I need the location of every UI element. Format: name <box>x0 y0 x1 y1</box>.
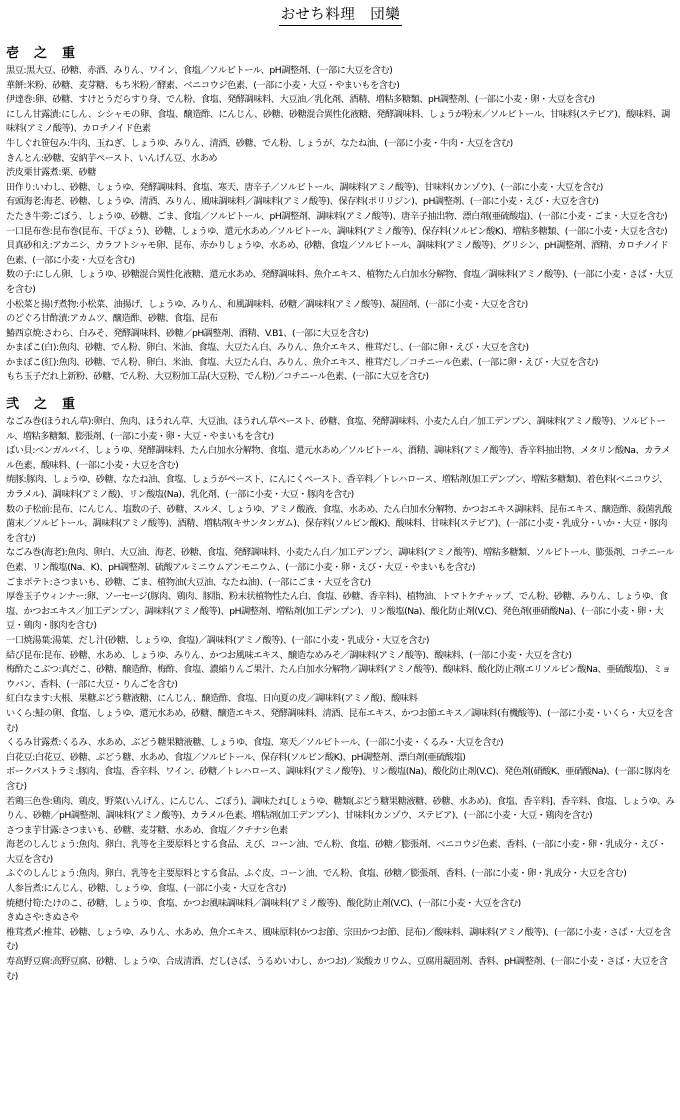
ingredient-item: 華餅:米粉、砂糖、麦芽糖、もち米粉／酵素、ベニコウジ色素、(一部に小麦・大豆・やまいもを含む) <box>6 79 400 91</box>
ingredient-item: なごみ巻(ほうれん草):卵白、魚肉、ほうれん草、大豆油、ほうれん草ペースト、砂糖、食塩、発酵調味料、小麦たん白／加工デンプン、調味料(アミノ酸等)、ソルビトール、増粘多糖類、膨張剤、(一部に小麦・卵・大豆・やまいもを含む) <box>6 416 666 442</box>
ingredient-item: 伊達巻:卵、砂糖、すけとうだらすり身、でん粉、食塩、発酵調味料、大豆油／乳化剤、酒精、増粘多糖類、pH調整剤、(一部に小麦・卵・大豆を含む) <box>6 94 595 106</box>
ingredient-item: 椎茸煮〆:椎茸、砂糖、しょうゆ、みりん、水あめ、魚介エキス、風味原料(かつお節、宗田かつお節、昆布)／酸味料、調味料(アミノ酸等)、(一部に小麦・さば・大豆を含む) <box>6 926 671 953</box>
ingredient-item: にしん甘露漬:にしん、シシャモの卵、食塩、醸造酢、にんじん、砂糖、砂糖混合異性化液糖、発酵調味料、しょうが粉末／ソルビトール、甘味料(ステビア)、酸味料、調味料(アミノ酸等)、カロチノイド色素 <box>6 108 670 135</box>
ingredient-item: 一口焼湯葉:湯葉、だし汁(砂糖、しょうゆ、食塩)／調味料(アミノ酸等)、(一部に小麦・乳成分・大豆を含む) <box>6 634 430 646</box>
ingredient-item: ごまポテト:さつまいも、砂糖、ごま、植物油(大豆油、なたね油)、(一部にごま・大豆を含む) <box>6 576 371 588</box>
ingredient-item: きんとん:砂糖、安納芋ペースト、いんげん豆、水あめ <box>6 152 218 164</box>
ingredient-item: なごみ巻(海老):魚肉、卵白、大豆油、海老、砂糖、食塩、発酵調味料、小麦たん白／加工デンプン、調味料(アミノ酸等)、増粘多糖類、ソルビトール、膨張剤、コチニール色素、リン酸塩(Na、K)、pH調整剤、硫酸アルミニウムアンモニウム、(一部に小麦・卵・えび・大豆・やまいもを含む) <box>6 547 674 573</box>
ingredient-item: 人参旨煮:にんじん、砂糖、しょうゆ、食塩、(一部に小麦・大豆を含む) <box>6 883 286 895</box>
ingredient-item: ボークパストラミ:豚肉、食塩、香辛料、ワイン、砂糖／トレハロース、調味料(アミノ酸等)、リン酸塩(Na)、酸化防止剤(V.C)、発色剤(硝酸K、亜硝酸Na)、(一部に豚肉を含む) <box>6 766 671 792</box>
ingredient-item: 渋皮栗甘露煮:栗、砂糖 <box>6 167 97 179</box>
section-2 <box>6 397 675 984</box>
ingredient-item: 梅酢たこぶつ:真だこ、砂糖、醸造酢、梅酢、食塩、濃縮りんご果汁、たん白加水分解物／調味料(アミノ酸等)、酸味料、酸化防止剤(エリソルビン酸Na、亜硫酸塩)、ミョウバン、香料、(一部に大豆・りんごを含む) <box>6 664 671 690</box>
page-title <box>6 6 675 26</box>
ingredient-item: たたき牛蒡:ごぼう、しょうゆ、砂糖、ごま、食塩／ソルビトール、pH調整剤、調味料(アミノ酸等)、唐辛子抽出物、漂白剤(亜硫酸塩)、(一部に小麦・ごま・大豆を含む) <box>6 210 668 222</box>
ingredient-item: きぬさや:きぬさや <box>6 912 79 924</box>
ingredient-item: 貝真砂和え:アカニシ、カラフトシャモ卵、昆布、赤かりしょうゆ、水あめ、砂糖、食塩／ソルビトール、調味料(アミノ酸等)、グリシン、pH調整剤、酒精、カロチノイド色素、(一部に小麦・大豆を含む) <box>6 240 669 266</box>
ingredient-item: もち玉子だれ上新粉、砂糖、でん粉、大豆粉加工品(大豆粉、でん粉)／コチニール色素、(一部に大豆を含む) <box>6 371 429 383</box>
ingredient-item: 寿高野豆腐:高野豆腐、砂糖、しょうゆ、合成清酒、だし(さば、うるめいわし、かつお)／炭酸カリウム、豆腐用凝固剤、香料、pH調整剤、(一部に小麦・さば・大豆を含む) <box>6 956 668 982</box>
ingredient-item: かまぼこ(白):魚肉、砂糖、でん粉、卵白、米油、食塩、大豆たん白、みりん、魚介エキス、椎茸だし、(一部に卵・えび・大豆を含む) <box>6 342 529 354</box>
ingredient-item: 数の子松前:昆布、にんじん、塩数の子、砂糖、スルメ、しょうゆ、アミノ酸液、食塩、水あめ、たん白加水分解物、かつおエキス調味料、昆布エキス、醸造酢、殺菌乳酸菌末／ソルビトール、調味料(アミノ酸等)、酒精、増粘剤(キサンタンガム)、保存料(ソルビン酸K)、酸味料、甘味料(ステビア)、(一部に小麦・乳成分・いか・大豆・豚肉を含む) <box>6 503 672 544</box>
ingredient-item: くるみ甘露煮:くるみ、水あめ、ぶどう糖果糖液糖、しょうゆ、食塩、寒天／ソルビトール、(一部に小麦・くるみ・大豆を含む) <box>6 737 504 749</box>
ingredient-item: 黒豆:黒大豆、砂糖、赤酒、みりん、ワイン、食塩／ソルビトール、pH調整剤、(一部に大豆を含む) <box>6 65 393 76</box>
sections-container <box>6 46 675 984</box>
section-heading: 壱 之 重 <box>6 46 77 61</box>
ingredient-item: 焼豚:豚肉、しょうゆ、砂糖、なたね油、食塩、しょうがペースト、にんにくペースト、香辛料／トレハロース、増粘剤(加工デンプン、増粘多糖類)、着色料(ベニコウジ、カラメル)、調味料(アミノ酸)、リン酸塩(Na)、乳化剤、(一部に小麦・大豆・豚肉を含む) <box>6 474 668 501</box>
ingredient-item: さつま芋甘露:さつまいも、砂糖、麦芽糖、水あめ、食塩／クチナシ色素 <box>6 824 288 836</box>
ingredient-item: 小松菜と揚げ煮物:小松菜、油揚げ、しょうゆ、みりん、和風調味料、砂糖／調味料(アミノ酸等)、凝固剤、(一部に小麦・大豆を含む) <box>6 298 528 310</box>
ingredient-item: 紅白なます:大根、果糖ぶどう糖液糖、にんじん、醸造酢、食塩、日向夏の皮／調味料(アミノ酸)、酸味料 <box>6 693 418 705</box>
ingredient-item: ふぐのしんじょう:魚肉、卵白、乳等を主要原料とする食品、ふぐ皮、コーン油、でん粉、食塩、砂糖／膨張剤、香料、(一部に小麦・卵・乳成分・大豆を含む) <box>6 868 627 880</box>
ingredient-item: 鰆西京焼:さわら、白みそ、発酵調味料、砂糖／pH調整剤、酒精、V.B1、(一部に大豆を含む) <box>6 327 369 339</box>
ingredient-item: 有頭海老:海老、砂糖、しょうゆ、清酒、みりん、風味調味料／調味料(アミノ酸等)、保存料(ポリリジン)、pH調整剤、(一部に小麦・えび・大豆を含む) <box>6 196 599 208</box>
section-1 <box>6 46 675 385</box>
ingredient-item: 厚巻玉子ウィンナー:卵、ソーセージ(豚肉、鶏肉、豚脂、粉末状植物性たん白、食塩、砂糖、香辛料)、植物油、トマトケチャップ、でん粉、砂糖、みりん、しょうゆ、食塩、かつおエキス／加工デンプン、調味料(アミノ酸等)、pH調整剤、増粘剤(加工デンプン)、リン酸塩(Na)、酸化防止剤(V.C)、発色剤(亜硝酸Na)、(一部に小麦・卵・大豆・鶏肉・豚肉を含む) <box>6 591 668 632</box>
ingredient-item: 結び昆布:昆布、砂糖、水あめ、しょうゆ、みりん、かつお風味エキス、醸造なめみそ／調味料(アミノ酸等)、酸味料、(一部に小麦・大豆を含む) <box>6 649 572 661</box>
ingredient-item: 海老のしんじょう:魚肉、卵白、乳等を主要原料とする食品、えび、コーン油、でん粉、食塩、砂糖／膨張剤、ベニコウジ色素、香料、(一部に小麦・卵・乳成分・えび・大豆を含む) <box>6 839 667 865</box>
ingredient-item: 田作り:いわし、砂糖、しょうゆ、発酵調味料、食塩、寒天、唐辛子／ソルビトール、調味料(アミノ酸等)、甘味料(カンゾウ)、(一部に小麦・大豆を含む) <box>6 181 603 193</box>
ingredient-item: 牛しぐれ笹包み:牛肉、玉ねぎ、しょうゆ、みりん、清酒、砂糖、でん粉、しょうが、なたね油、(一部に小麦・牛肉・大豆を含む) <box>6 137 513 149</box>
section-heading: 弐 之 重 <box>6 397 77 413</box>
ingredient-item: 数の子:にしん卵、しょうゆ、砂糖混合異性化液糖、還元水あめ、発酵調味料、魚介エキス、植物たん白加水分解物、食塩／調味料(アミノ酸等)、(一部に小麦・さば・大豆を含む) <box>6 269 673 295</box>
ingredient-item: かまぼこ(紅):魚肉、砂糖、でん粉、卵白、米油、食塩、大豆たん白、みりん、魚介エキス、椎茸だし／コチニール色素、(一部に卵・えび・大豆を含む) <box>6 356 598 368</box>
ingredient-item: 焼穂付筍:たけのこ、砂糖、しょうゆ、食塩、かつお風味調味料／調味料(アミノ酸等)、酸化防止剤(V.C)、(一部に小麦・大豆を含む) <box>6 897 521 909</box>
ingredient-item: 若鶏三色巻:鶏肉、鶏皮、野菜(いんげん、にんじん、ごぼう)、調味たれ[しょうゆ、糖類(ぶどう糖果糖液糖、砂糖、水あめ)、食塩、香辛料]、香辛料、食塩、しょうゆ、みりん、砂糖／pH調整剤、調味料(アミノ酸等)、カラメル色素、増粘剤(加工デンプン)、甘味料(カンゾウ、ステビア)、(一部に小麦・大豆・鶏肉を含む) <box>6 795 675 822</box>
ingredient-item: 白花豆:白花豆、砂糖、ぶどう糖、水あめ、食塩／ソルビトール、保存料(ソルビン酸K)、pH調整剤、漂白剤(亜硫酸塩) <box>6 751 466 763</box>
ingredient-item: のどぐろ甘酢漬:アカムツ、醸造酢、砂糖、食塩、昆布 <box>6 313 218 325</box>
ingredient-item: ばい貝:ベンガルバイ、しょうゆ、発酵調味料、たん白加水分解物、食塩、還元水あめ／ソルビトール、酒精、調味料(アミノ酸等)、香辛料抽出物、メタリン酸Na、カラメル色素、酸味料、(一部に小麦・大豆を含む) <box>6 445 671 471</box>
ingredient-item: いくら:鮭の卵、食塩、しょうゆ、還元水あめ、砂糖、醸造エキス、発酵調味料、清酒、昆布エキス、かつお節エキス／調味料(有機酸等)、(一部に小麦・いくら・大豆を含む) <box>6 707 673 734</box>
ingredient-item: 一口昆布巻:昆布巻(昆布、干ぴょう)、砂糖、しょうゆ、還元水あめ／ソルビトール、調味料(アミノ酸等)、保存料(ソルビン酸K)、増粘多糖類、(一部に小麦・大豆を含む) <box>6 225 668 237</box>
page-title-text: おせち料理 団欒 <box>279 6 403 26</box>
